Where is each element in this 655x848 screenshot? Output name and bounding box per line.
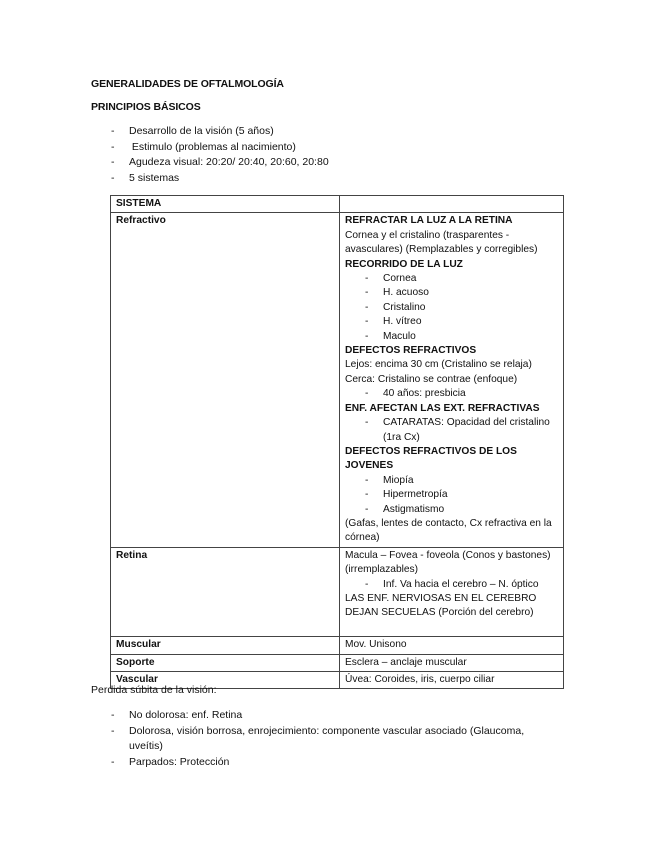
systems-table <box>110 195 564 689</box>
table-row <box>111 637 564 654</box>
system-name-cell: Muscular <box>111 637 340 654</box>
system-name-cell: Vascular <box>111 672 340 689</box>
system-detail-cell: Esclera – anclaje muscular <box>340 654 564 671</box>
table-row <box>111 547 564 636</box>
list-item: - 5 sistemas <box>111 171 180 184</box>
table-row <box>111 654 564 671</box>
system-name-cell: Refractivo <box>111 213 340 547</box>
document-title: GENERALIDADES DE OFTALMOLOGÍA <box>91 78 284 90</box>
list-item: - Estimulo (problemas al nacimiento) <box>111 140 296 153</box>
table-row <box>111 213 564 547</box>
list-item: - Desarrollo de la visión (5 años) <box>111 125 274 137</box>
table-row <box>111 196 564 213</box>
system-detail-cell: REFRACTAR LA LUZ A LA RETINA Cornea y el cristalino (trasparentes - avasculares) (Remplazables y corregibles) RECORRIDO DE LA LUZ - Cornea - H. acuoso - Cristalino - H. vítreo - Maculo DEFECTOS REFRACTIVOS Lejos: encima 30 cm (Cristalino se relaja) Cerca: Cristalino se contrae (enfoque) - 40 años: presbicia ENF. AFECTAN LAS EXT. REFRACTIVAS - CATARATAS: Opacidad del cristalino (1ra Cx) DEFECTOS REFRACTIVOS DE LOS JOVENES - Miopía - Hipermetropía - Astigmatismo (Gafas, lentes de contacto, Cx refractiva en la córnea) <box>340 213 564 547</box>
basics-list <box>91 124 551 186</box>
system-detail-cell: Macula – Fovea - foveola (Conos y bastones) (irremplazables) - Inf. Va hacia el cerebro – N. óptico LAS ENF. NERVIOSAS EN EL CEREBRO DEJAN SECUELAS (Porción del cerebro) <box>340 547 564 636</box>
table-header-cell-empty <box>340 196 564 213</box>
list-item: - No dolorosa: enf. Retina <box>111 709 243 721</box>
system-detail-cell: Úvea: Coroides, iris, cuerpo ciliar <box>340 672 564 689</box>
list-item: - Dolorosa, visión borrosa, enrojecimiento: componente vascular asociado (Glaucoma, uveítis) <box>111 724 525 752</box>
perdida-list <box>91 708 551 770</box>
table-header-cell: SISTEMA <box>111 196 340 213</box>
section-heading: PRINCIPIOS BÁSICOS <box>91 101 201 113</box>
system-name-cell: Soporte <box>111 654 340 671</box>
system-detail-cell: Mov. Unisono <box>340 637 564 654</box>
list-item: - Parpados: Protección <box>111 755 230 768</box>
paragraph-heading: Perdida súbita de la visión: <box>91 684 217 696</box>
list-item: - Agudeza visual: 20:20/ 20:40, 20:60, 20:80 <box>111 156 329 168</box>
system-name-cell: Retina <box>111 547 340 636</box>
